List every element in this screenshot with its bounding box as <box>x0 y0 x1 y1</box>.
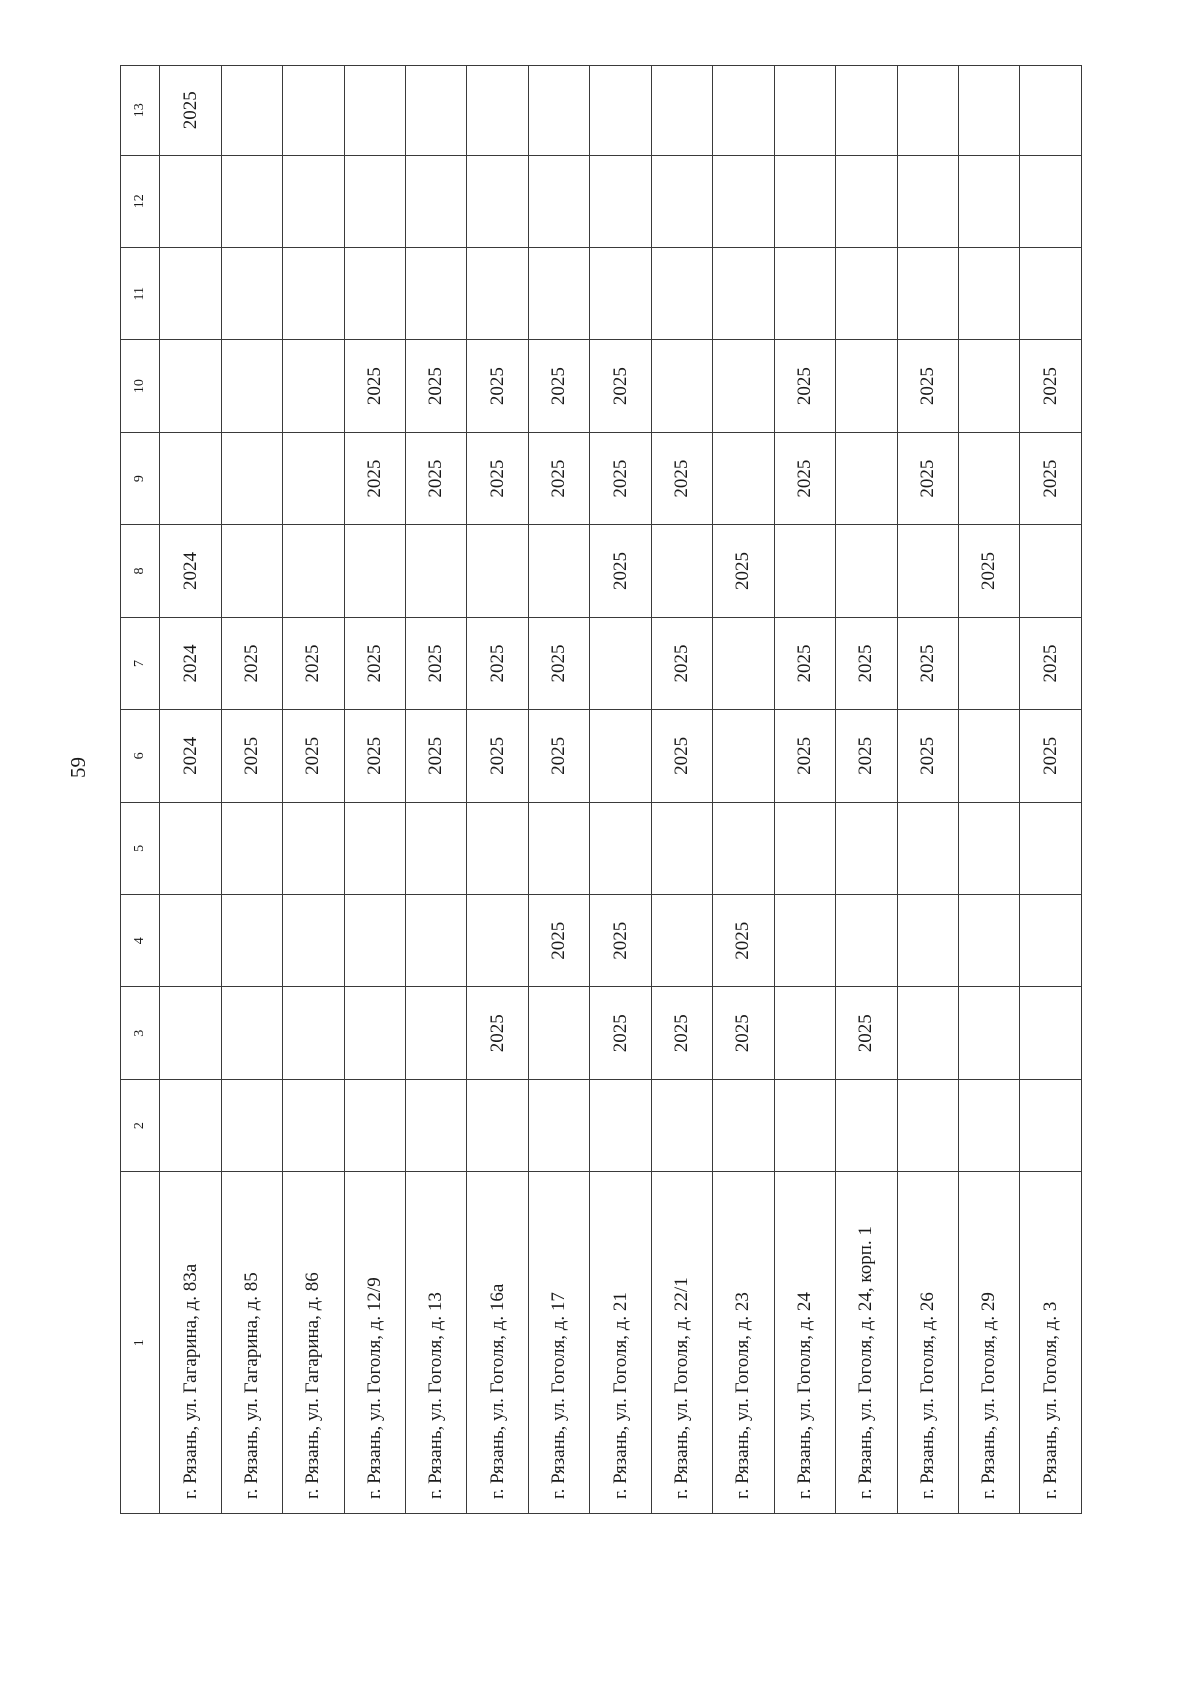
year-cell-c5 <box>774 802 835 894</box>
address-cell: г. Рязань, ул. Гоголя, д. 16а <box>467 1172 528 1514</box>
year-cell-c2 <box>713 1079 774 1171</box>
year-cell-c3 <box>160 987 221 1079</box>
year-cell-c7: 2024 <box>160 617 221 709</box>
address-cell: г. Рязань, ул. Гоголя, д. 3 <box>1020 1172 1082 1514</box>
year-cell-c11 <box>528 247 589 339</box>
year-cell-c2 <box>221 1079 282 1171</box>
address-cell: г. Рязань, ул. Гоголя, д. 21 <box>590 1172 651 1514</box>
year-cell-c12 <box>651 155 712 247</box>
year-cell-c4 <box>836 895 897 987</box>
year-cell-c3 <box>1020 987 1082 1079</box>
page-number: 59 <box>66 757 90 778</box>
year-cell-c4 <box>467 895 528 987</box>
year-cell-c13 <box>221 66 282 156</box>
year-cell-c5 <box>344 802 405 894</box>
column-number-11: 11 <box>121 247 160 339</box>
year-cell-c2 <box>836 1079 897 1171</box>
year-cell-c12 <box>897 155 958 247</box>
year-cell-c8 <box>221 525 282 617</box>
year-cell-c7: 2025 <box>467 617 528 709</box>
year-cell-c11 <box>467 247 528 339</box>
table-row <box>774 66 835 1514</box>
year-cell-c3 <box>283 987 344 1079</box>
year-cell-c13 <box>774 66 835 156</box>
year-cell-c4: 2025 <box>713 895 774 987</box>
year-cell-c12 <box>1020 155 1082 247</box>
year-cell-c13 <box>406 66 467 156</box>
table-row <box>897 66 958 1514</box>
year-cell-c8 <box>528 525 589 617</box>
year-cell-c4 <box>774 895 835 987</box>
year-cell-c9 <box>836 432 897 524</box>
address-cell: г. Рязань, ул. Гоголя, д. 24, корп. 1 <box>836 1172 897 1514</box>
year-cell-c12 <box>160 155 221 247</box>
year-cell-c3 <box>406 987 467 1079</box>
address-cell: г. Рязань, ул. Гоголя, д. 24 <box>774 1172 835 1514</box>
year-cell-c10 <box>958 340 1019 432</box>
address-cell: г. Рязань, ул. Гоголя, д. 29 <box>958 1172 1019 1514</box>
table-row <box>958 66 1019 1514</box>
year-cell-c12 <box>836 155 897 247</box>
column-number-13: 13 <box>121 66 160 156</box>
year-cell-c2 <box>406 1079 467 1171</box>
table-row <box>283 66 344 1514</box>
year-cell-c2 <box>774 1079 835 1171</box>
year-cell-c8 <box>283 525 344 617</box>
year-cell-c13 <box>958 66 1019 156</box>
year-cell-c12 <box>774 155 835 247</box>
year-cell-c2 <box>651 1079 712 1171</box>
year-cell-c9: 2025 <box>897 432 958 524</box>
year-cell-c8 <box>651 525 712 617</box>
year-cell-c4 <box>160 895 221 987</box>
year-cell-c10 <box>651 340 712 432</box>
year-cell-c10: 2025 <box>344 340 405 432</box>
year-cell-c11 <box>344 247 405 339</box>
year-cell-c10 <box>836 340 897 432</box>
year-cell-c2 <box>528 1079 589 1171</box>
year-cell-c10 <box>283 340 344 432</box>
year-cell-c12 <box>467 155 528 247</box>
year-cell-c9: 2025 <box>651 432 712 524</box>
table-row <box>713 66 774 1514</box>
year-cell-c13 <box>283 66 344 156</box>
year-cell-c9: 2025 <box>1020 432 1082 524</box>
column-number-8: 8 <box>121 525 160 617</box>
year-cell-c13 <box>344 66 405 156</box>
year-cell-c2 <box>344 1079 405 1171</box>
year-cell-c9 <box>160 432 221 524</box>
year-cell-c6: 2025 <box>897 710 958 802</box>
table-row <box>528 66 589 1514</box>
year-cell-c4 <box>283 895 344 987</box>
year-cell-c7: 2025 <box>344 617 405 709</box>
year-cell-c13: 2025 <box>160 66 221 156</box>
address-cell: г. Рязань, ул. Гоголя, д. 23 <box>713 1172 774 1514</box>
year-cell-c12 <box>528 155 589 247</box>
year-cell-c11 <box>283 247 344 339</box>
year-cell-c3: 2025 <box>651 987 712 1079</box>
year-cell-c2 <box>1020 1079 1082 1171</box>
year-cell-c12 <box>344 155 405 247</box>
year-cell-c11 <box>1020 247 1082 339</box>
year-cell-c12 <box>406 155 467 247</box>
year-cell-c8: 2024 <box>160 525 221 617</box>
year-cell-c6: 2025 <box>283 710 344 802</box>
year-cell-c7: 2025 <box>528 617 589 709</box>
year-cell-c8: 2025 <box>958 525 1019 617</box>
year-cell-c6: 2024 <box>160 710 221 802</box>
year-cell-c9 <box>221 432 282 524</box>
table-row <box>160 66 221 1514</box>
year-cell-c13 <box>467 66 528 156</box>
year-cell-c7: 2025 <box>283 617 344 709</box>
year-cell-c3: 2025 <box>713 987 774 1079</box>
column-number-4: 4 <box>121 895 160 987</box>
year-cell-c5 <box>221 802 282 894</box>
address-cell: г. Рязань, ул. Гоголя, д. 13 <box>406 1172 467 1514</box>
year-cell-c5 <box>651 802 712 894</box>
year-cell-c9: 2025 <box>590 432 651 524</box>
year-cell-c9 <box>958 432 1019 524</box>
year-cell-c8 <box>406 525 467 617</box>
address-cell: г. Рязань, ул. Гоголя, д. 12/9 <box>344 1172 405 1514</box>
table-row <box>590 66 651 1514</box>
year-cell-c5 <box>897 802 958 894</box>
year-cell-c10: 2025 <box>897 340 958 432</box>
table-row <box>406 66 467 1514</box>
year-cell-c6 <box>958 710 1019 802</box>
year-cell-c5 <box>283 802 344 894</box>
year-cell-c11 <box>160 247 221 339</box>
year-cell-c13 <box>590 66 651 156</box>
address-cell: г. Рязань, ул. Гагарина, д. 86 <box>283 1172 344 1514</box>
year-cell-c10: 2025 <box>467 340 528 432</box>
year-cell-c10 <box>713 340 774 432</box>
year-cell-c3: 2025 <box>836 987 897 1079</box>
year-cell-c7 <box>590 617 651 709</box>
year-cell-c8 <box>836 525 897 617</box>
year-cell-c12 <box>283 155 344 247</box>
year-cell-c2 <box>590 1079 651 1171</box>
year-cell-c6: 2025 <box>467 710 528 802</box>
year-cell-c4: 2025 <box>590 895 651 987</box>
address-cell: г. Рязань, ул. Гагарина, д. 85 <box>221 1172 282 1514</box>
column-number-6: 6 <box>121 710 160 802</box>
table-row <box>467 66 528 1514</box>
year-cell-c5 <box>590 802 651 894</box>
year-cell-c8 <box>467 525 528 617</box>
year-cell-c7: 2025 <box>221 617 282 709</box>
address-cell: г. Рязань, ул. Гагарина, д. 83а <box>160 1172 221 1514</box>
table-row <box>1020 66 1082 1514</box>
year-cell-c9: 2025 <box>467 432 528 524</box>
year-cell-c5 <box>160 802 221 894</box>
table-row <box>651 66 712 1514</box>
year-cell-c7 <box>958 617 1019 709</box>
year-cell-c3 <box>221 987 282 1079</box>
year-cell-c9: 2025 <box>406 432 467 524</box>
year-cell-c4 <box>221 895 282 987</box>
year-cell-c8: 2025 <box>590 525 651 617</box>
year-cell-c6: 2025 <box>836 710 897 802</box>
year-cell-c10: 2025 <box>528 340 589 432</box>
year-cell-c7: 2025 <box>774 617 835 709</box>
year-cell-c13 <box>836 66 897 156</box>
year-cell-c11 <box>651 247 712 339</box>
column-number-9: 9 <box>121 432 160 524</box>
header-row <box>121 66 160 1514</box>
column-number-3: 3 <box>121 987 160 1079</box>
year-cell-c9: 2025 <box>344 432 405 524</box>
year-cell-c7: 2025 <box>651 617 712 709</box>
year-cell-c7: 2025 <box>897 617 958 709</box>
year-cell-c7: 2025 <box>1020 617 1082 709</box>
year-cell-c11 <box>713 247 774 339</box>
year-cell-c8 <box>1020 525 1082 617</box>
table-row <box>836 66 897 1514</box>
year-cell-c3 <box>774 987 835 1079</box>
year-cell-c10 <box>221 340 282 432</box>
year-cell-c5 <box>467 802 528 894</box>
year-cell-c10: 2025 <box>774 340 835 432</box>
table-row <box>344 66 405 1514</box>
year-cell-c6: 2025 <box>221 710 282 802</box>
schedule-table-container <box>120 65 1082 1514</box>
year-cell-c12 <box>713 155 774 247</box>
year-cell-c2 <box>283 1079 344 1171</box>
year-cell-c5 <box>528 802 589 894</box>
year-cell-c5 <box>406 802 467 894</box>
year-cell-c6: 2025 <box>528 710 589 802</box>
year-cell-c3: 2025 <box>590 987 651 1079</box>
year-cell-c11 <box>958 247 1019 339</box>
year-cell-c7: 2025 <box>406 617 467 709</box>
year-cell-c7 <box>713 617 774 709</box>
year-cell-c4 <box>958 895 1019 987</box>
year-cell-c11 <box>221 247 282 339</box>
year-cell-c12 <box>958 155 1019 247</box>
year-cell-c11 <box>774 247 835 339</box>
year-cell-c2 <box>467 1079 528 1171</box>
column-number-2: 2 <box>121 1079 160 1171</box>
year-cell-c12 <box>590 155 651 247</box>
year-cell-c4 <box>344 895 405 987</box>
address-cell: г. Рязань, ул. Гоголя, д. 17 <box>528 1172 589 1514</box>
column-number-7: 7 <box>121 617 160 709</box>
year-cell-c6: 2025 <box>406 710 467 802</box>
year-cell-c8 <box>897 525 958 617</box>
address-cell: г. Рязань, ул. Гоголя, д. 26 <box>897 1172 958 1514</box>
year-cell-c9 <box>283 432 344 524</box>
year-cell-c2 <box>958 1079 1019 1171</box>
year-cell-c13 <box>528 66 589 156</box>
year-cell-c13 <box>1020 66 1082 156</box>
year-cell-c9 <box>713 432 774 524</box>
year-cell-c4 <box>651 895 712 987</box>
year-cell-c11 <box>406 247 467 339</box>
year-cell-c8 <box>774 525 835 617</box>
year-cell-c6 <box>590 710 651 802</box>
year-cell-c4: 2025 <box>528 895 589 987</box>
year-cell-c3 <box>528 987 589 1079</box>
year-cell-c12 <box>221 155 282 247</box>
column-number-12: 12 <box>121 155 160 247</box>
year-cell-c8 <box>344 525 405 617</box>
year-cell-c6: 2025 <box>1020 710 1082 802</box>
year-cell-c5 <box>836 802 897 894</box>
column-number-10: 10 <box>121 340 160 432</box>
year-cell-c4 <box>897 895 958 987</box>
year-cell-c11 <box>590 247 651 339</box>
year-cell-c6: 2025 <box>651 710 712 802</box>
year-cell-c5 <box>713 802 774 894</box>
year-cell-c6: 2025 <box>774 710 835 802</box>
year-cell-c3 <box>958 987 1019 1079</box>
year-cell-c3 <box>344 987 405 1079</box>
year-cell-c10: 2025 <box>406 340 467 432</box>
year-cell-c6 <box>713 710 774 802</box>
year-cell-c3: 2025 <box>467 987 528 1079</box>
year-cell-c8: 2025 <box>713 525 774 617</box>
column-number-1: 1 <box>121 1172 160 1514</box>
year-cell-c6: 2025 <box>344 710 405 802</box>
year-cell-c13 <box>713 66 774 156</box>
year-cell-c3 <box>897 987 958 1079</box>
year-cell-c5 <box>958 802 1019 894</box>
year-cell-c11 <box>897 247 958 339</box>
year-cell-c10: 2025 <box>590 340 651 432</box>
year-cell-c2 <box>897 1079 958 1171</box>
year-cell-c9: 2025 <box>774 432 835 524</box>
address-cell: г. Рязань, ул. Гоголя, д. 22/1 <box>651 1172 712 1514</box>
year-cell-c2 <box>160 1079 221 1171</box>
year-cell-c9: 2025 <box>528 432 589 524</box>
year-cell-c4 <box>1020 895 1082 987</box>
year-cell-c13 <box>651 66 712 156</box>
schedule-table <box>120 65 1082 1514</box>
year-cell-c4 <box>406 895 467 987</box>
year-cell-c11 <box>836 247 897 339</box>
year-cell-c5 <box>1020 802 1082 894</box>
year-cell-c10: 2025 <box>1020 340 1082 432</box>
column-number-5: 5 <box>121 802 160 894</box>
table-row <box>221 66 282 1514</box>
year-cell-c10 <box>160 340 221 432</box>
year-cell-c13 <box>897 66 958 156</box>
year-cell-c7: 2025 <box>836 617 897 709</box>
